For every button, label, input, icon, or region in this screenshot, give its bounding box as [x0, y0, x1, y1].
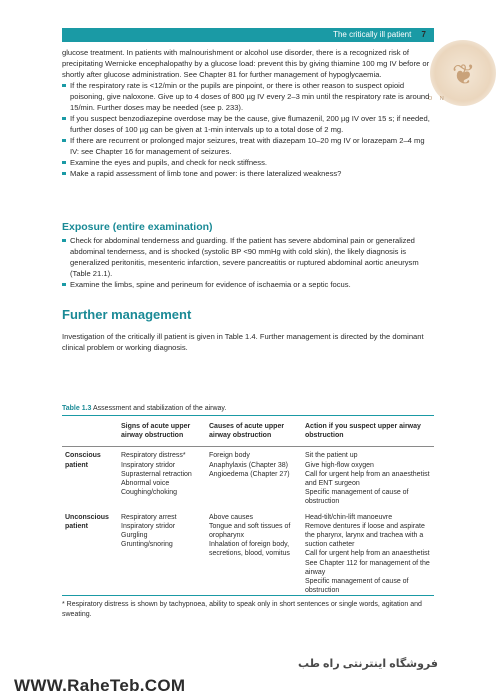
bullet-abdomen: Check for abdominal tenderness and guarding. If the patient has severe abdominal pain or generalized abdominal tenderness, and is shocked (systolic BP <90 mmHg with cold skin), the likely diagnosis is generalized peritonitis, mesenteric infarction, severe pancreatitis or ruptured abdominal aortic aneurysm (Table 21.1).: [62, 235, 434, 279]
running-header: [62, 28, 434, 42]
bullet-naloxone: If the respiratory rate is <12/min or the pupils are pinpoint, or there is other reason to suspect opioid poisoning, give naloxone. Give up to 4 doses of 800 µg IV every 2–3 min until the respiratory rate is around 15/min. Further doses may be needed (see p. 233).: [62, 80, 434, 113]
bullet-limbs-spine: Examine the limbs, spine and perineum for evidence of ischaemia or a septic focus.: [62, 279, 434, 290]
bullet-eyes: Examine the eyes and pupils, and check for neck stiffness.: [62, 157, 434, 168]
table-footnote: * Respiratory distress is shown by tachypnoea, ability to speak only in short sentences or single words, agitation and sweating.: [62, 601, 422, 618]
action-item: See Chapter 112 for management of the airway: [305, 559, 430, 576]
table-label: Table 1.3: [62, 405, 92, 412]
action-item: Head-tilt/chin-lift manoeuvre: [305, 513, 393, 521]
cause-item: Angioedema (Chapter 27): [209, 470, 290, 478]
watermark-logo-icon: ❦: [452, 59, 476, 90]
action-item: Specific management of cause of obstruction: [305, 578, 409, 595]
bullet-limbs: Make a rapid assessment of limb tone and power: is there lateralized weakness?: [62, 168, 434, 179]
table-row: [62, 509, 434, 598]
cause-item: Above causes: [209, 513, 253, 521]
sign-item: Inspiratory stridor: [121, 461, 176, 469]
row-label-unconscious: Unconscious patient: [65, 513, 109, 530]
header-cell-action: Action if you suspect upper airway obstruction: [302, 418, 434, 447]
actions-cell: [302, 447, 434, 509]
signs-cell: [118, 509, 206, 598]
table-caption: [62, 405, 226, 412]
header-cell-causes: Causes of acute upper airway obstruction: [206, 418, 302, 447]
sign-item: Grunting/snoring: [121, 541, 173, 549]
top-bullet-list: [62, 80, 434, 179]
action-item: Give high-flow oxygen: [305, 461, 374, 469]
bullet-seizures: If there are recurrent or prolonged major seizures, treat with diazepam 10–20 mg IV or lorazepam 2–4 mg IV: see Chapter 16 for management of seizures.: [62, 135, 434, 157]
cause-item: Tongue and soft tissues of oropharynx: [209, 522, 291, 540]
sign-item: Respiratory arrest: [121, 513, 177, 521]
running-title: The critically ill patient: [333, 30, 412, 39]
page-number: 7: [421, 30, 426, 39]
causes-cell: [206, 509, 302, 598]
watermark-url: WWW.RaheTeb.COM: [14, 676, 186, 695]
sign-item: Inspiratory stridor: [121, 522, 176, 530]
table-row: [62, 447, 434, 509]
table-header-row: [62, 418, 434, 447]
signs-cell: [118, 447, 206, 509]
action-item: Sit the patient up: [305, 452, 358, 460]
sign-item: Gurgling: [121, 532, 148, 540]
watermark-logo-caption: O N: [428, 96, 447, 102]
top-text-block: [62, 47, 434, 179]
action-item: Call for urgent help from an anaesthetist: [305, 550, 430, 558]
sign-item: Abnormal voice: [121, 480, 170, 488]
exposure-heading: Exposure (entire examination): [62, 221, 213, 233]
exposure-block: [62, 235, 434, 290]
cause-item: Inhalation of foreign body, secretions, blood, vomitus: [209, 541, 290, 558]
exposure-bullet-list: [62, 235, 434, 290]
further-management-paragraph: Investigation of the critically ill patient is given in Table 1.4. Further management is directed by the dominant clinical problem or working diagnosis.: [62, 332, 424, 352]
action-item: Remove dentures if loose and aspirate the pharynx, larynx and trachea with a suction catheter: [305, 522, 425, 549]
header-cell-empty: [62, 418, 118, 447]
cause-item: Foreign body: [209, 452, 250, 460]
table-top-rule: [62, 415, 434, 416]
actions-cell: [302, 509, 434, 598]
causes-cell: [206, 447, 302, 509]
action-item: Specific management of cause of obstruction: [305, 489, 409, 506]
sign-item: Respiratory distress*: [121, 452, 186, 460]
watermark-persian-text: فروشگاه اینترنتی راه طب: [298, 658, 438, 670]
airway-table: [62, 418, 434, 597]
table-bottom-rule: [62, 595, 434, 596]
table-caption-text: Assessment and stabilization of the airway.: [93, 405, 227, 412]
bullet-flumazenil: If you suspect benzodiazepine overdose may be the cause, give flumazenil, 200 µg IV over 15 s; if needed, further doses of 100 µg can be given at 1-min intervals up to a total dose of 2 mg.: [62, 113, 434, 135]
intro-paragraph: glucose treatment. In patients with malnourishment or alcohol use disorder, there is a recognized risk of precipitating Wernicke encephalopathy by a glucose load: prevent this by giving thiamine 100 mg IV before or shortly after glucose administration. See Chapter 81 for further management of hypoglycaemia.: [62, 48, 430, 79]
header-cell-signs: Signs of acute upper airway obstruction: [118, 418, 206, 447]
sign-item: Coughing/choking: [121, 489, 178, 497]
row-label-conscious: Conscious patient: [65, 452, 101, 469]
further-management-heading: Further management: [62, 307, 192, 322]
cause-item: Anaphylaxis (Chapter 38): [209, 461, 288, 469]
sign-item: Suprasternal retraction: [121, 470, 192, 478]
action-item: Call for urgent help from an anaesthetist and ENT surgeon: [305, 470, 430, 488]
